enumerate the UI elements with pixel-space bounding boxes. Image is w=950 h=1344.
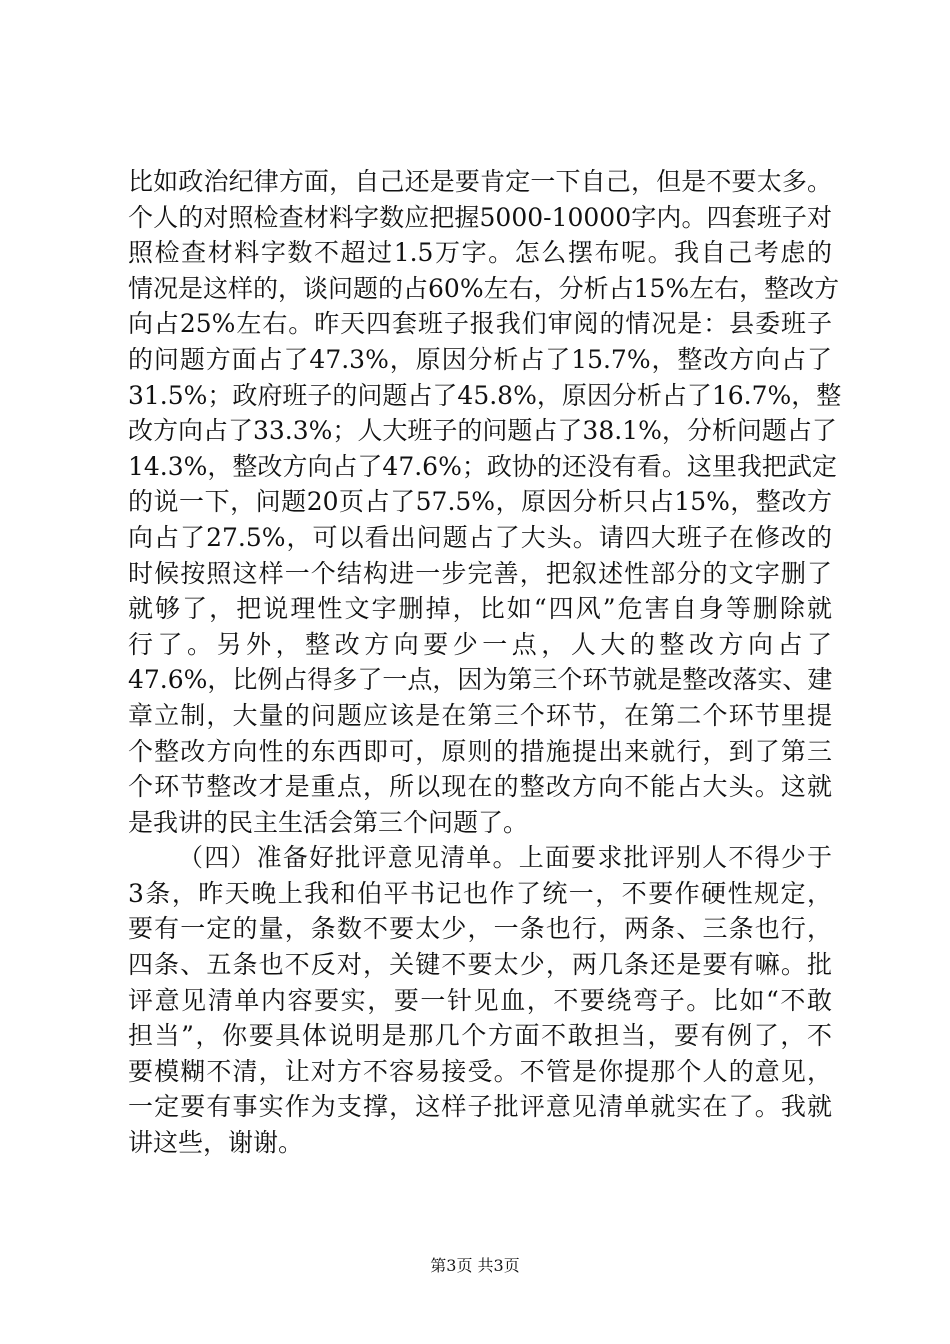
text-line: 照检查材料字数不超过1.5万字。怎么摆布呢。我自己考虑的 [128, 238, 832, 268]
text-line: 要模糊不清，让对方不容易接受。不管是你提那个人的意见， [128, 1056, 832, 1086]
text-line: 评意见清单内容要实，要一针见血，不要绕弯子。比如“不敢 [128, 985, 832, 1015]
text-line: 是我讲的民主生活会第三个问题了。 [128, 807, 529, 837]
text-line: 讲这些，谢谢。 [128, 1128, 304, 1158]
text-line: 31.5%；政府班子的问题占了45.8%，原因分析占了16.7%，整 [128, 380, 842, 410]
text-line: 担当”，你要具体说明是那几个方面不敢担当，要有例了，不 [128, 1021, 832, 1051]
text-line: 行了。另外，整改方向要少一点，人大的整改方向占了 [128, 629, 832, 659]
text-line: 个环节整改才是重点，所以现在的整改方向不能占大头。这就 [128, 772, 832, 802]
body-text [128, 164, 842, 1161]
text-line: 改方向占了33.3%；人大班子的问题占了38.1%，分析问题占了 [128, 416, 837, 446]
text-line: 要有一定的量，条数不要太少，一条也行，两条、三条也行， [128, 914, 832, 944]
text-line: 个整改方向性的东西即可，原则的措施提出来就行，到了第三 [128, 736, 832, 766]
text-line: 章立制，大量的问题应该是在第三个环节，在第二个环节里提 [128, 700, 832, 730]
text-line: 47.6%，比例占得多了一点，因为第三个环节就是整改落实、建 [128, 665, 833, 695]
text-line: 时候按照这样一个结构进一步完善，把叙述性部分的文字删了 [128, 558, 832, 588]
section-heading-line: （四）准备好批评意见清单。上面要求批评别人不得少于 [178, 843, 832, 873]
text-line: 的问题方面占了47.3%，原因分析占了15.7%，整改方向占了 [128, 344, 832, 374]
text-line: 情况是这样的，谈问题的占60%左右，分析占15%左右，整改方 [128, 273, 840, 303]
text-line: 个人的对照检查材料字数应把握5000-10000字内。四套班子对 [128, 202, 832, 232]
text-line: 14.3%，整改方向占了47.6%；政协的还没有看。这里我把武定 [128, 451, 837, 481]
text-line: 的说一下，问题20页占了57.5%，原因分析只占15%，整改方 [128, 487, 832, 517]
page-footer: 第3页 共3页 [430, 1256, 520, 1275]
text-line: 就够了，把说理性文字删掉，比如“四风”危害自身等删除就 [128, 594, 832, 624]
text-line: 向占了27.5%，可以看出问题占了大头。请四大班子在修改的 [128, 522, 832, 552]
text-line: 比如政治纪律方面，自己还是要肯定一下自己，但是不要太多。 [128, 167, 832, 196]
text-line: 一定要有事实作为支撑，这样子批评意见清单就实在了。我就 [128, 1092, 832, 1122]
text-line: 向占25%左右。昨天四套班子报我们审阅的情况是：县委班子 [128, 309, 832, 339]
text-line: 3条，昨天晚上我和伯平书记也作了统一，不要作硬性规定， [128, 878, 832, 908]
text-line: 四条、五条也不反对，关键不要太少，两几条还是要有嘛。批 [128, 950, 832, 980]
